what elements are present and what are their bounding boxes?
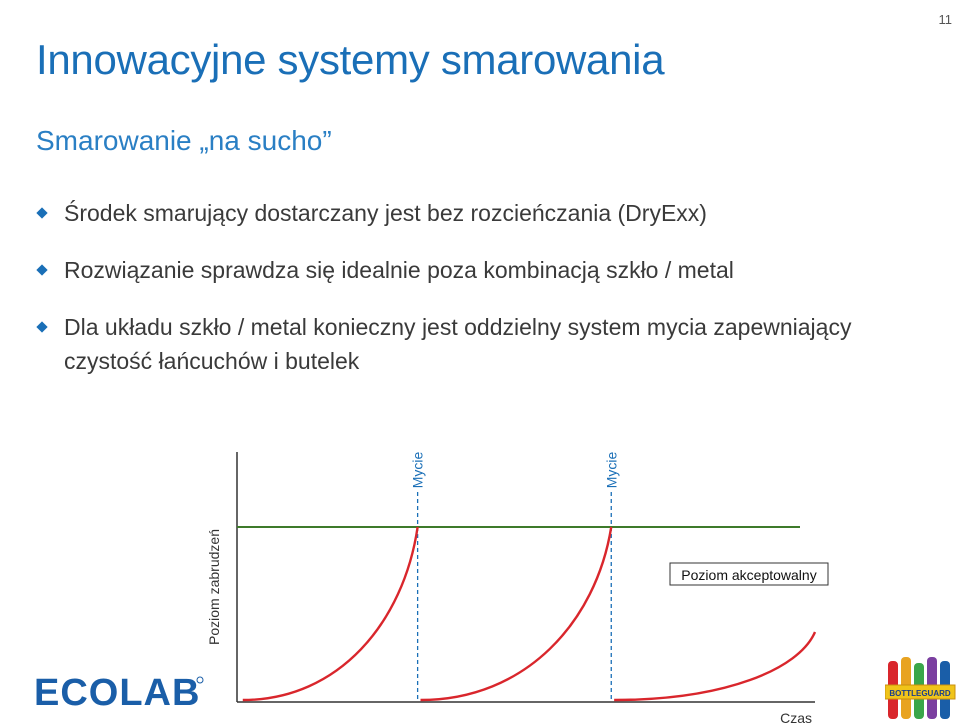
y-axis-label: Poziom zabrudzeń: [206, 529, 222, 645]
bullet-diamond-icon: [36, 207, 47, 218]
bullet-text: Rozwiązanie sprawdza się idealnie poza kombinacją szkło / metal: [64, 257, 734, 283]
chart-svg: [200, 440, 840, 727]
wash-label: Mycie: [409, 451, 426, 489]
bullet-text: Dla układu szkło / metal konieczny jest oddzielny system mycia zapewniający czystość łańcuchów i butelek: [64, 314, 852, 374]
bottleguard-logo: [885, 655, 957, 728]
bullet-item: [30, 253, 910, 287]
slide-number: 11: [938, 12, 952, 27]
bullet-item: [30, 196, 910, 230]
threshold-label: Poziom akceptowalny: [681, 567, 817, 583]
bullet-text: Środek smarujący dostarczany jest bez rozcieńczania (DryExx): [64, 200, 707, 226]
bullet-diamond-icon: [36, 321, 47, 332]
soil-level-chart: [200, 440, 840, 727]
slide-title: Innowacyjne systemy smarowania: [36, 36, 665, 83]
x-axis-label: Czas: [780, 710, 812, 726]
svg-text:BOTTLEGUARD: BOTTLEGUARD: [889, 689, 951, 698]
ecolab-logo: [34, 672, 204, 717]
slide-subtitle: Smarowanie „na sucho”: [36, 125, 332, 156]
bullet-item: [30, 310, 910, 378]
soil-curve: [421, 527, 612, 700]
bullet-diamond-icon: [36, 264, 47, 275]
svg-text:ECOLAB: ECOLAB: [34, 672, 201, 712]
wash-label: Mycie: [603, 451, 620, 489]
soil-curve: [614, 632, 815, 700]
soil-curve: [243, 527, 418, 700]
bullet-list: [30, 196, 910, 401]
